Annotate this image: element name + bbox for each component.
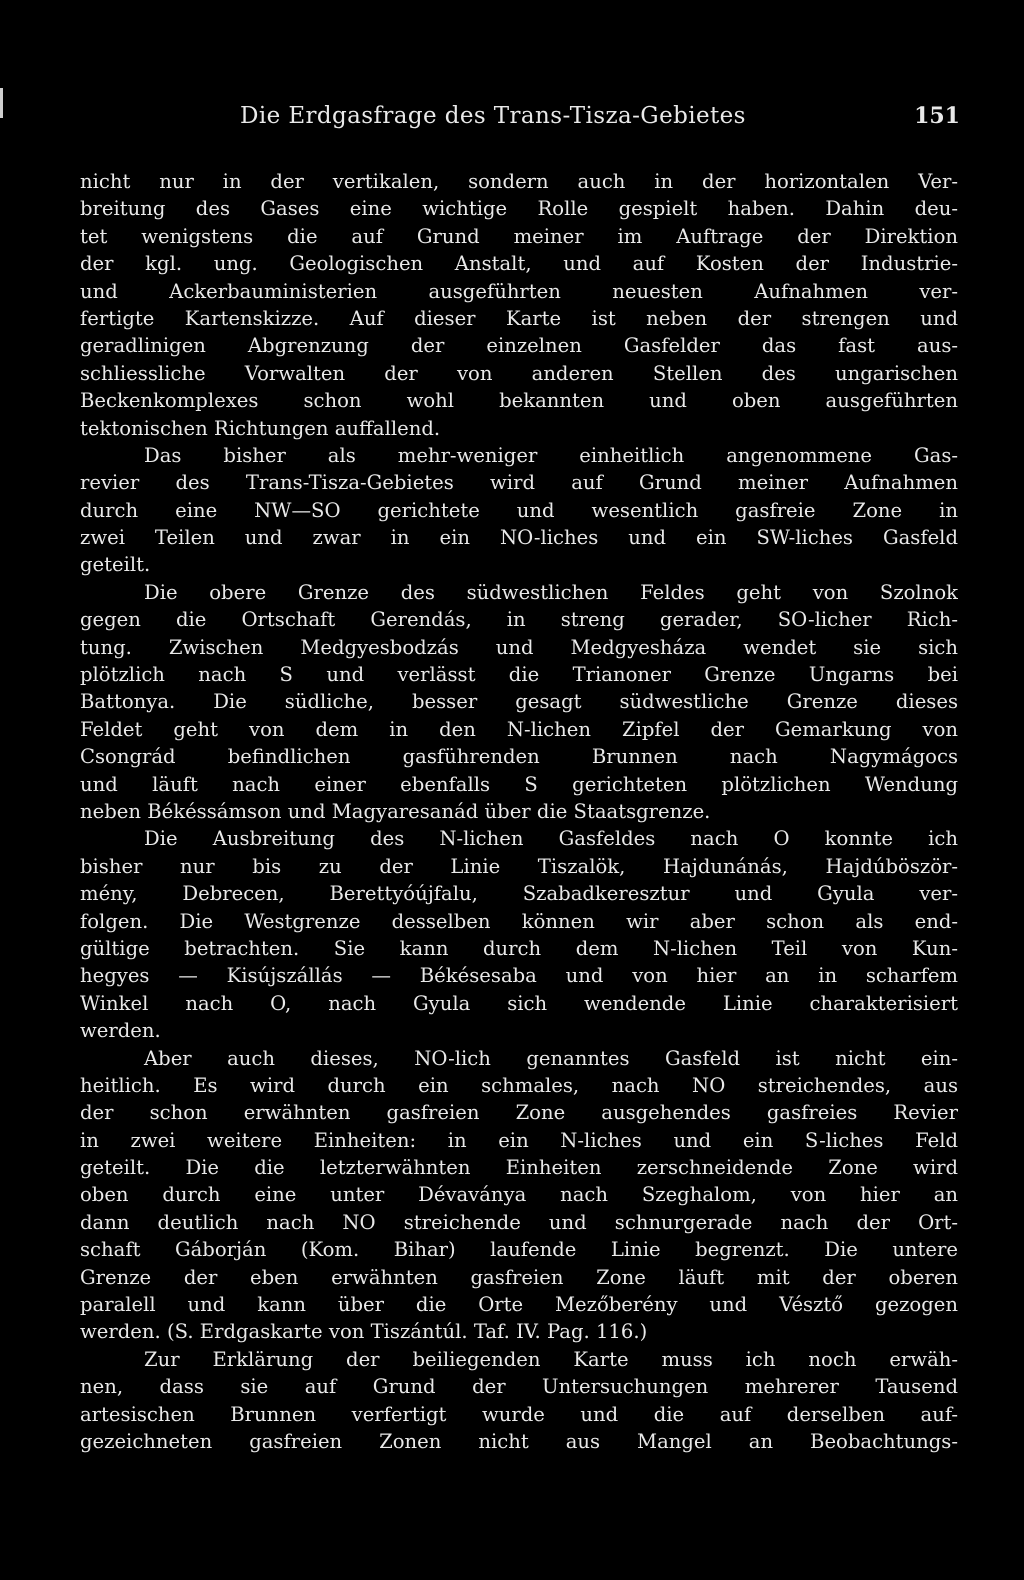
text-line: und Ackerbauministerien ausgeführten neuesten Aufnahmen ver- (80, 279, 958, 303)
text-line: plötzlich nach S und verlässt die Trianoner Grenze Ungarns bei (80, 663, 958, 687)
text-line: bisher nur bis zu der Linie Tiszalök, Hajdunánás, Hajdúböször- (80, 854, 958, 878)
text-line: und läuft nach einer ebenfalls S gerichteten plötzlichen Wendung (80, 772, 958, 796)
text-line: gültige betrachten. Sie kann durch dem N-lichen Teil von Kun- (80, 936, 958, 960)
text-line: nen, dass sie auf Grund der Untersuchungen mehrerer Tausend (80, 1375, 958, 1399)
text-line: Battonya. Die südliche, besser gesagt südwestliche Grenze dieses (80, 690, 958, 714)
text-line: breitung des Gases eine wichtige Rolle gespielt haben. Dahin deu- (80, 197, 958, 221)
text-line: werden. (S. Erdgaskarte von Tiszántúl. Taf. IV. Pag. 116.) (80, 1320, 648, 1344)
text-line: Beckenkomplexes schon wohl bekannten und oben ausgeführten (80, 389, 958, 413)
text-line: tung. Zwischen Medgyesbodzás und Medgyesháza wendet sie sich (80, 635, 958, 659)
page-number: 151 (914, 103, 960, 129)
text-line: tektonischen Richtungen auffallend. (80, 416, 441, 440)
text-line: Feldet geht von dem in den N-lichen Zipfel der Gemarkung von (80, 717, 958, 741)
text-line: nicht nur in der vertikalen, sondern auch in der horizontalen Ver- (80, 170, 958, 193)
text-line: dann deutlich nach NO streichende und schnurgerade nach der Ort- (80, 1210, 958, 1234)
text-line: der schon erwähnten gasfreien Zone ausgehendes gasfreies Revier (80, 1101, 958, 1125)
text-line: gegen die Ortschaft Gerendás, in streng gerader, SO-licher Rich- (80, 608, 958, 632)
page-header (80, 103, 960, 143)
text-line: Zur Erklärung der beiliegenden Karte muss ich noch erwäh- (144, 1347, 958, 1371)
scan-edge-mark (0, 88, 3, 118)
text-line: schaft Gáborján (Kom. Bihar) laufende Linie begrenzt. Die untere (80, 1238, 958, 1262)
text-line: heitlich. Es wird durch ein schmales, nach NO streichendes, aus (80, 1073, 958, 1097)
text-line: der kgl. ung. Geologischen Anstalt, und auf Kosten der Industrie- (80, 252, 958, 276)
text-line: geradlinigen Abgrenzung der einzelnen Gasfelder das fast aus- (80, 334, 958, 358)
text-line: revier des Trans-Tisza-Gebietes wird auf Grund meiner Aufnahmen (80, 471, 958, 495)
running-title: Die Erdgasfrage des Trans-Tisza-Gebietes (240, 103, 746, 129)
text-line: schliessliche Vorwalten der von anderen Stellen des ungarischen (80, 361, 958, 385)
text-line: paralell und kann über die Orte Mezőberény und Vésztő gezogen (80, 1293, 958, 1317)
text-line: geteilt. Die die letzterwähnten Einheiten zerschneidende Zone wird (80, 1156, 958, 1180)
text-line: mény, Debrecen, Berettyóújfalu, Szabadkeresztur und Gyula ver- (80, 882, 958, 906)
text-line: Csongrád befindlichen gasführenden Brunnen nach Nagymágocs (80, 745, 958, 769)
text-line: Winkel nach O, nach Gyula sich wendende Linie charakterisiert (80, 991, 958, 1015)
text-line: fertigte Kartenskizze. Auf dieser Karte ist neben der strengen und (80, 306, 958, 330)
text-line: in zwei weitere Einheiten: in ein N-liches und ein S-liches Feld (80, 1128, 958, 1152)
text-line: neben Békéssámson und Magyaresanád über die Staatsgrenze. (80, 799, 711, 823)
text-line: hegyes — Kisújszállás — Békésesaba und von hier an in scharfem (80, 964, 958, 988)
text-line: Das bisher als mehr-weniger einheitlich angenommene Gas- (144, 443, 958, 467)
text-line: folgen. Die Westgrenze desselben können wir aber schon als end- (80, 909, 958, 933)
text-line: Grenze der eben erwähnten gasfreien Zone läuft mit der oberen (80, 1265, 958, 1289)
text-line: zwei Teilen und zwar in ein NO-liches und ein SW-liches Gasfeld (80, 526, 958, 550)
body-text (80, 168, 958, 1455)
text-line: durch eine NW—SO gerichtete und wesentlich gasfreie Zone in (80, 498, 958, 522)
text-line: geteilt. (80, 553, 151, 577)
text-line: Die Ausbreitung des N-lichen Gasfeldes nach O konnte ich (144, 827, 958, 851)
text-line: tet wenigstens die auf Grund meiner im Auftrage der Direktion (80, 224, 958, 248)
text-line: Aber auch dieses, NO-lich genanntes Gasfeld ist nicht ein- (144, 1046, 958, 1070)
text-line: oben durch eine unter Dévaványa nach Szeghalom, von hier an (80, 1183, 958, 1207)
text-line: gezeichneten gasfreien Zonen nicht aus Mangel an Beobachtungs- (80, 1429, 958, 1453)
text-line: artesischen Brunnen verfertigt wurde und die auf derselben auf- (80, 1402, 958, 1426)
text-line: werden. (80, 1019, 161, 1043)
text-line: Die obere Grenze des südwestlichen Feldes geht von Szolnok (144, 580, 958, 604)
